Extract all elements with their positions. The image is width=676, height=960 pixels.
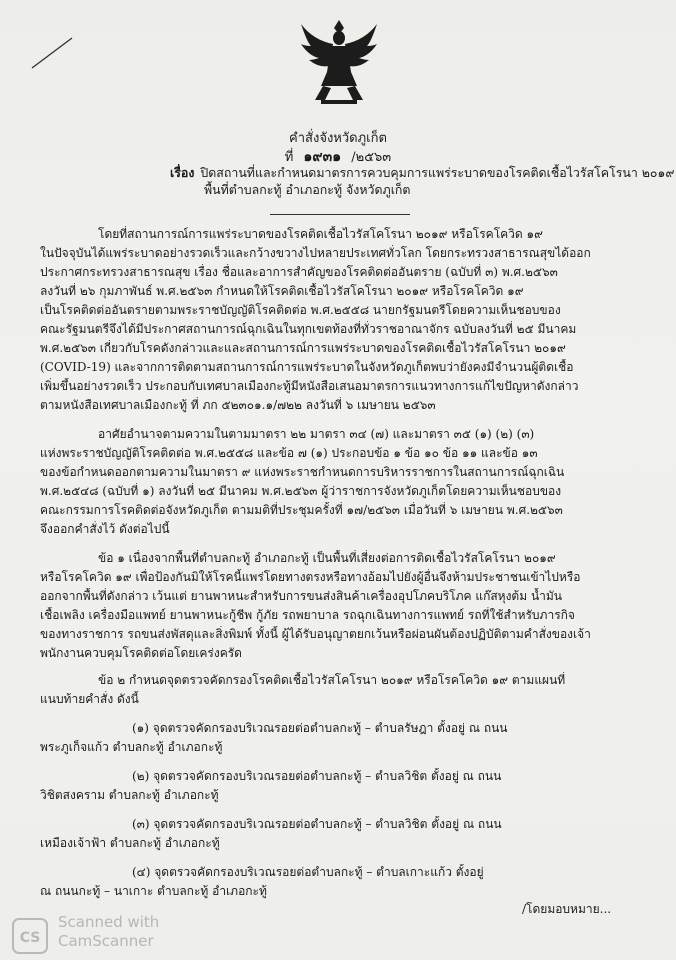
body-line: ประกาศกระทรวงสาธารณสุข เรื่อง ชื่อและอาการสำคัญของโรคติดต่ออันตราย (ฉบับที่ ๓) พ.ศ.๒๕๖๓ — [40, 265, 558, 279]
body-line: พระภูเก็จแก้ว ตำบลกะทู้ อำเภอกะทู้ — [40, 740, 223, 754]
pen-stroke-mark — [30, 36, 74, 70]
header-divider — [270, 214, 410, 215]
garuda-emblem-icon — [297, 14, 381, 108]
body-line: ข้อ ๑ เนื่องจากพื้นที่ตำบลกะทู้ อำเภอกะทู้ เป็นพื้นที่เสี่ยงต่อการติดเชื้อไวรัสโคโรนา ๒๐๑๙ — [98, 551, 556, 565]
body-line: จึงออกคำสั่งไว้ ดังต่อไปนี้ — [40, 522, 170, 536]
body-line: ของทางราชการ รถขนส่งพัสดุและสิ่งพิมพ์ ทั้งนี้ ผู้ได้รับอนุญาตยกเว้นหรือผ่อนผันต้องปฏิบัติตามคำสั่งของเจ้า — [40, 627, 591, 641]
body-line: แนบท้ายคำสั่ง ดังนี้ — [40, 692, 139, 706]
body-line: (๒) จุดตรวจคัดกรองบริเวณรอยต่อตำบลกะทู้ – ตำบลวิชิต ตั้งอยู่ ณ ถนน — [132, 769, 502, 783]
camscanner-logo-text: CS — [19, 930, 41, 946]
camscanner-watermark — [58, 913, 159, 951]
body-line: อาศัยอำนาจตามความในตามมาตรา ๒๒ มาตรา ๓๔ (๗) และมาตรา ๓๕ (๑) (๒) (๓) — [98, 427, 535, 441]
body-line: แห่งพระราชบัญญัติโรคติดต่อ พ.ศ.๒๕๕๘ และข้อ ๗ (๑) ประกอบข้อ ๑ ข้อ ๑๐ ข้อ ๑๑ และข้อ ๑๓ — [40, 446, 538, 460]
body-line: คณะรัฐมนตรีจึงได้มีประกาศสถานการณ์ฉุกเฉินในทุกเขตท้องที่ทั่วราชอาณาจักร ฉบับลงวันที่ ๒๕ มีนาคม — [40, 322, 577, 336]
body-line: (COVID-19) และจากการติดตามสถานการณ์การแพร่ระบาดในจังหวัดภูเก็ตพบว่ายังคงมีจำนวนผู้ติดเชื้อ — [40, 360, 574, 374]
body-line: ข้อ ๒ กำหนดจุดตรวจคัดกรองโรคติดเชื้อไวรัสโคโรนา ๒๐๑๙ หรือโรคโควิด ๑๙ ตามแผนที่ — [98, 673, 566, 687]
body-line: เป็นโรคติดต่ออันตรายตามพระราชบัญญัติโรคติดต่อ พ.ศ.๒๕๕๘ นายกรัฐมนตรีโดยความเห็นชอบของ — [40, 303, 561, 317]
body-line: พนักงานควบคุมโรคติดต่อโดยเคร่งครัด — [40, 646, 242, 660]
subject-line-2: พื้นที่ตำบลกะทู้ อำเภอกะทู้ จังหวัดภูเก็ต — [204, 182, 411, 197]
body-line: พ.ศ.๒๕๔๘ (ฉบับที่ ๑) ลงวันที่ ๒๕ มีนาคม พ.ศ.๒๕๖๓ ผู้ว่าราชการจังหวัดภูเก็ตโดยความเห็นชอบของ — [40, 484, 562, 498]
body-line: เพิ่มขึ้นอย่างรวดเร็ว ประกอบกับเทศบาลเมืองกะทู้มีหนังสือเสนอมาตรการแนวทางการแก้ไขปัญหาดังกล่าว — [40, 379, 579, 393]
scanner-line-2: CamScanner — [58, 932, 154, 950]
body-line: ออกจากพื้นที่ดังกล่าว เว้นแต่ ยานพาหนะสำหรับการขนส่งสินค้าเครื่องอุปโภคบริโภค แก๊สหุงต้ม น้ำมัน — [40, 589, 563, 603]
body-line: หรือโรคโควิด ๑๙ เพื่อป้องกันมิให้โรคนี้แพร่โดยทางตรงหรือทางอ้อมไปยังผู้อื่นจึงห้ามประชาชนเข้าไปหรือ — [40, 570, 581, 584]
continuation-note: /โดยมอบหมาย... — [522, 902, 612, 916]
body-line: ตามหนังสือเทศบาลเมืองกะทู้ ที่ ภก ๕๒๓๐๑.๑/๗๒๒ ลงวันที่ ๖ เมษายน ๒๕๖๓ — [40, 398, 436, 412]
order-number-prefix: ที่ — [284, 150, 294, 165]
camscanner-logo-icon — [12, 918, 48, 954]
body-line: (๑) จุดตรวจคัดกรองบริเวณรอยต่อตำบลกะทู้ – ตำบลรัษฎา ตั้งอยู่ ณ ถนน — [132, 721, 508, 735]
order-number-year: /๒๕๖๓ — [351, 150, 392, 165]
body-line: (๓) จุดตรวจคัดกรองบริเวณรอยต่อตำบลกะทู้ – ตำบลวิชิต ตั้งอยู่ ณ ถนน — [132, 817, 502, 831]
body-line: ลงวันที่ ๒๖ กุมภาพันธ์ พ.ศ.๒๕๖๓ กำหนดให้โรคติดเชื้อไวรัสโคโรนา ๒๐๑๙ หรือโรคโควิด ๑๙ — [40, 284, 524, 298]
body-line: ในปัจจุบันได้แพร่ระบาดอย่างรวดเร็วและกว้างขวางไปหลายประเทศทั่วโลก โดยกระทรวงสาธารณสุขได้ออก — [40, 246, 591, 260]
body-line: โดยที่สถานการณ์การแพร่ระบาดของโรคติดเชื้อไวรัสโคโรนา ๒๐๑๙ หรือโรคโควิด ๑๙ — [98, 227, 543, 241]
body-line: ณ ถนนกะทู้ – นาเกาะ ตำบลกะทู้ อำเภอกะทู้ — [40, 884, 267, 898]
body-line: เหมืองเจ้าฟ้า ตำบลกะทู้ อำเภอกะทู้ — [40, 836, 220, 850]
body-line: เชื้อเพลิง เครื่องมือแพทย์ ยานพาหนะกู้ชีพ กู้ภัย รถพยาบาล รถฉุกเฉินทางการแพทย์ รถที่ใช้สำหรับภารกิจ — [40, 608, 575, 622]
body-line: คณะกรรมการโรคติดต่อจังหวัดภูเก็ต ตามมติที่ประชุมครั้งที่ ๑๗/๒๕๖๓ เมื่อวันที่ ๖ เมษายน พ.ศ.๒๕๖๓ — [40, 503, 563, 517]
body-line: วิชิตสงคราม ตำบลกะทู้ อำเภอกะทู้ — [40, 788, 219, 802]
scanner-line-1: Scanned with — [58, 913, 160, 931]
order-title: คำสั่งจังหวัดภูเก็ต — [289, 131, 387, 146]
subject-label: เรื่อง — [170, 165, 195, 180]
order-number-value: ๑๙๓๑ — [303, 149, 342, 165]
order-subject — [170, 164, 675, 198]
body-line: พ.ศ.๒๕๖๓ เกี่ยวกับโรคดังกล่าวและและสถานการณ์การแพร่ระบาดของโรคติดเชื้อไวรัสโคโรนา ๒๐๑๙ — [40, 341, 566, 355]
body-line: (๔) จุดตรวจคัดกรองบริเวณรอยต่อตำบลกะทู้ – ตำบลเกาะแก้ว ตั้งอยู่ — [132, 865, 484, 879]
subject-line-1: ปิดสถานที่และกำหนดมาตรการควบคุมการแพร่ระบาดของโรคติดเชื้อไวรัสโคโรนา ๒๐๑๙ — [200, 165, 675, 180]
body-line: ของข้อกำหนดออกตามความในมาตรา ๙ แห่งพระราชกำหนดการบริหารราชการในสถานการณ์ฉุกเฉิน — [40, 465, 565, 479]
